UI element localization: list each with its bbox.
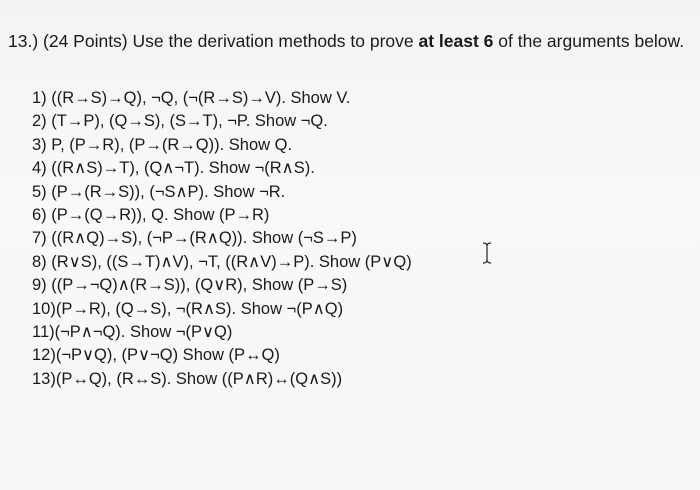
argument-item: 6) (P→(Q→R)), Q. Show (P→R) [32,205,270,224]
argument-item: 13)(P↔Q), (R↔S). Show ((P∧R)↔(Q∧S)) [32,369,343,388]
argument-item: 8) (R∨S), ((S→T)∧V), ¬T, ((R∧V)→P). Show (P∨Q) [32,252,412,271]
question-emphasis: at least 6 [418,31,494,51]
argument-item: 4) ((R∧S)→T), (Q∧¬T). Show ¬(R∧S). [32,159,315,178]
text-cursor-icon [480,241,494,265]
argument-item: 9) ((P→¬Q)∧(R→S)), (Q∨R), Show (P→S) [32,276,348,295]
question-prefix: 13.) (24 Points) Use the derivation methods to prove [8,31,419,51]
argument-item: 7) ((R∧Q)→S), (¬P→(R∧Q)). Show (¬S→P) [32,229,357,248]
argument-item: 1) ((R→S)→Q), ¬Q, (¬(R→S)→V). Show V. [32,89,351,107]
argument-item: 2) (T→P), (Q→S), (S→T), ¬P. Show ¬Q. [32,112,328,131]
argument-item: 12)(¬P∨Q), (P∨¬Q) Show (P↔Q) [32,346,280,365]
question-suffix: of the arguments below. [493,31,685,51]
question-heading [8,30,698,52]
argument-item: 11)(¬P∧¬Q). Show ¬(P∨Q) [32,322,233,341]
argument-item: 10)(P→R), (Q→S), ¬(R∧S). Show ¬(P∧Q) [32,299,344,318]
argument-list [32,87,412,391]
argument-item: 3) P, (P→R), (P→(R→Q)). Show Q. [32,135,293,154]
argument-item: 5) (P→(R→S)), (¬S∧P). Show ¬R. [32,182,286,201]
